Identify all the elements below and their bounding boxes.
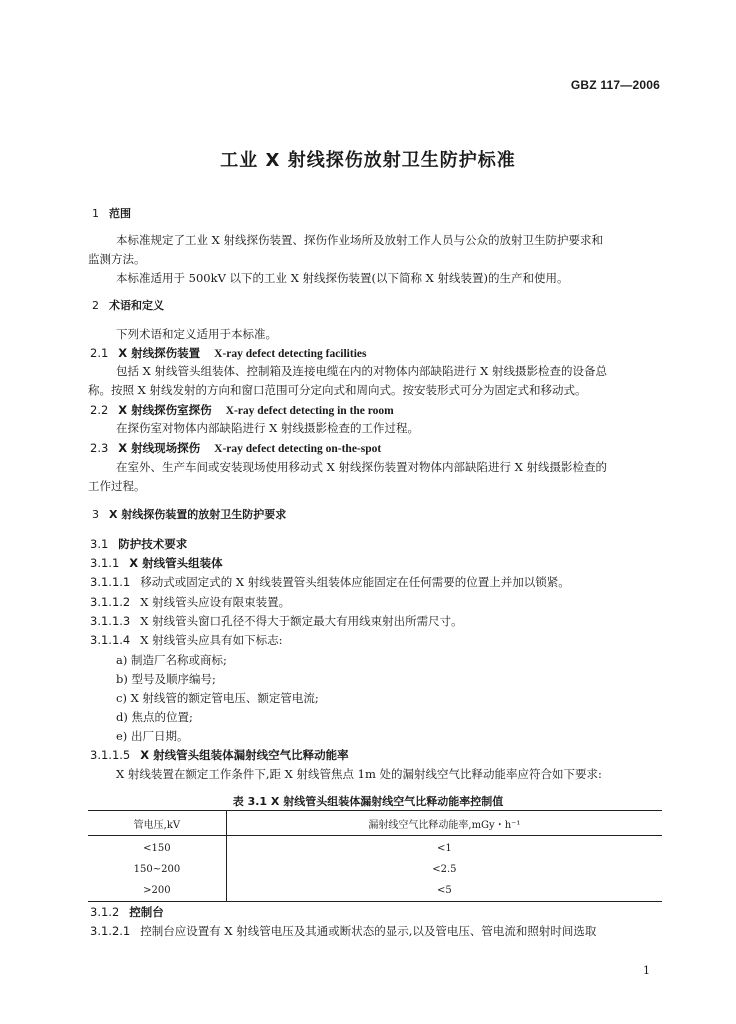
table-header-row bbox=[88, 811, 662, 836]
paragraph-line: 在探伤室对物体内部缺陷进行 X 射线摄影检查的工作过程。 bbox=[116, 421, 419, 435]
clause-number: 2.3 bbox=[90, 441, 109, 455]
clause-3-1-1-3 bbox=[90, 613, 463, 629]
clause-number: 3.1.2 bbox=[90, 905, 120, 919]
paragraph-line: 在室外、生产车间或安装现场使用移动式 X 射线探伤装置对物体内部缺陷进行 X 射线摄影检查的 bbox=[116, 460, 607, 474]
table-row bbox=[88, 859, 662, 880]
clause-3-1-1-4 bbox=[90, 632, 282, 648]
clause-3-1-1-1 bbox=[90, 574, 570, 590]
clause-3-1-1-2 bbox=[90, 594, 290, 610]
section-3-heading bbox=[92, 507, 286, 523]
clause-3-1-2-1 bbox=[90, 923, 596, 939]
clause-text: X 射线管头应设有限束装置。 bbox=[140, 595, 291, 609]
column-header: 漏射线空气比释动能率,mGy・h⁻¹ bbox=[226, 811, 662, 836]
table-cell: <5 bbox=[226, 880, 662, 902]
clause-text: 控制台应设置有 X 射线管电压及其通或断状态的显示,以及管电压、管电流和照射时间选取 bbox=[140, 924, 597, 938]
table-row bbox=[88, 836, 662, 860]
section-number: 2 bbox=[92, 299, 99, 312]
table-cell: <2.5 bbox=[226, 859, 662, 880]
list-item: e) 出厂日期。 bbox=[116, 729, 189, 743]
paragraph-line: 下列术语和定义适用于本标准。 bbox=[116, 327, 277, 341]
clause-3-1-1-5-heading bbox=[90, 747, 349, 763]
clause-text: X 射线管头应具有如下标志: bbox=[140, 633, 283, 647]
list-item: d) 焦点的位置; bbox=[116, 710, 193, 724]
clause-title: X 射线管头组装体漏射线空气比释动能率 bbox=[140, 748, 349, 762]
section-number: 1 bbox=[92, 207, 99, 220]
section-title: 术语和定义 bbox=[109, 299, 164, 312]
clause-title: 防护技术要求 bbox=[118, 537, 188, 551]
clause-text: X 射线管头窗口孔径不得大于额定最大有用线束射出所需尺寸。 bbox=[140, 614, 463, 628]
clause-number: 2.2 bbox=[90, 403, 109, 417]
clause-number: 3.1.1 bbox=[90, 556, 120, 570]
paragraph-line: 本标准适用于 500kV 以下的工业 X 射线探伤装置(以下简称 X 射线装置)的生产和使用。 bbox=[116, 271, 569, 285]
clause-number: 3.1 bbox=[90, 537, 109, 551]
document-title: 工业 X 射线探伤放射卫生防护标准 bbox=[220, 150, 516, 171]
clause-title: 控制台 bbox=[129, 905, 164, 919]
term: X 射线现场探伤 bbox=[118, 441, 201, 455]
term: X 射线探伤装置 bbox=[118, 346, 201, 360]
term-english: X-ray defect detecting in the room bbox=[225, 405, 394, 417]
paragraph-line: 本标准规定了工业 X 射线探伤装置、探伤作业场所及放射工作人员与公众的放射卫生防护要求和 bbox=[116, 233, 603, 247]
column-header: 管电压,kV bbox=[88, 811, 226, 836]
page-number: 1 bbox=[643, 964, 650, 977]
clause-number: 3.1.1.3 bbox=[90, 614, 131, 628]
paragraph-line: 包括 X 射线管头组装体、控制箱及连接电缆在内的对物体内部缺陷进行 X 射线摄影检查的设备总 bbox=[116, 364, 607, 378]
clause-3-1-1-heading bbox=[90, 555, 223, 571]
clause-text: 移动式或固定式的 X 射线装置管头组装体应能固定在任何需要的位置上并加以锁紧。 bbox=[140, 575, 570, 589]
paragraph-line: X 射线装置在额定工作条件下,距 X 射线管焦点 1m 处的漏射线空气比释动能率应符合如下要求: bbox=[116, 767, 602, 781]
clause-number: 3.1.1.2 bbox=[90, 595, 131, 609]
section-number: 3 bbox=[92, 508, 99, 521]
clause-number: 3.1.1.1 bbox=[90, 575, 131, 589]
table-cell: >200 bbox=[143, 885, 171, 896]
paragraph-line: 称。按照 X 射线发射的方向和窗口范围可分定向式和周向式。按安装形式可分为固定式和移动式。 bbox=[88, 383, 587, 397]
paragraph-line: 监测方法。 bbox=[88, 252, 146, 266]
clause-number: 3.1.2.1 bbox=[90, 924, 131, 938]
clause-number: 2.1 bbox=[90, 346, 109, 360]
clause-number: 3.1.1.5 bbox=[90, 748, 131, 762]
term-english: X-ray defect detecting on-the-spot bbox=[214, 443, 382, 455]
definition-2-1-heading bbox=[90, 345, 367, 362]
table-cell: 150~200 bbox=[133, 864, 181, 875]
table-row bbox=[88, 880, 662, 902]
paragraph-line: 工作过程。 bbox=[88, 479, 146, 493]
clause-3-1-heading bbox=[90, 536, 187, 552]
term: X 射线探伤室探伤 bbox=[118, 403, 212, 417]
clause-title: X 射线管头组装体 bbox=[129, 556, 223, 570]
table-cell: <150 bbox=[143, 843, 171, 854]
clause-number: 3.1.1.4 bbox=[90, 633, 131, 647]
section-title: 范围 bbox=[109, 207, 131, 220]
list-item: b) 型号及顺序编号; bbox=[116, 672, 216, 686]
list-item: a) 制造厂名称或商标; bbox=[116, 653, 227, 667]
section-title: X 射线探伤装置的放射卫生防护要求 bbox=[109, 508, 287, 521]
list-item: c) X 射线管的额定管电压、额定管电流; bbox=[116, 691, 319, 705]
table-cell: <1 bbox=[226, 836, 662, 860]
section-2-heading bbox=[92, 298, 164, 314]
standard-code: GBZ 117—2006 bbox=[570, 78, 660, 92]
definition-2-2-heading bbox=[90, 402, 394, 419]
definition-2-3-heading bbox=[90, 440, 381, 457]
section-1-heading bbox=[92, 206, 131, 222]
clause-3-1-2-heading bbox=[90, 904, 164, 920]
term-english: X-ray defect detecting facilities bbox=[214, 348, 367, 360]
limits-table bbox=[88, 810, 662, 902]
table-caption: 表 3.1 X 射线管头组装体漏射线空气比释动能率控制值 bbox=[232, 795, 504, 808]
